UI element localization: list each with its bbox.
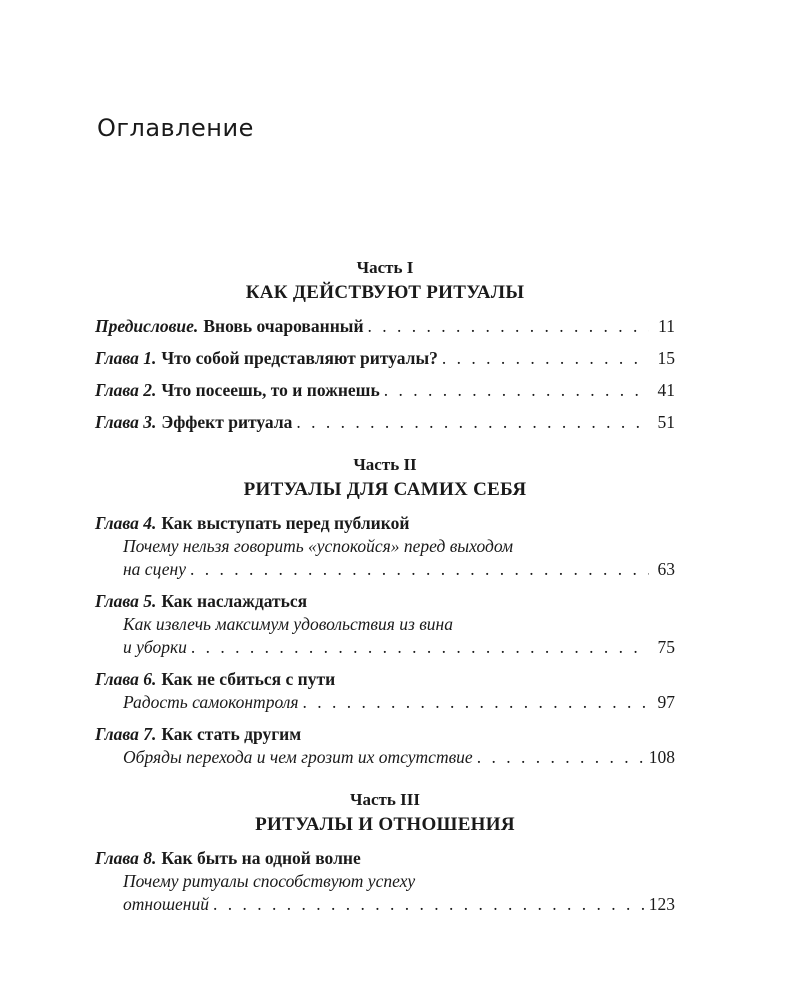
page-number: 15 [657,348,675,368]
page-number: 11 [658,316,675,336]
toc-entry-chapter-5[interactable] [95,590,675,659]
page-number: 41 [657,380,675,400]
entry-subtitle: Радость самоконтроля [123,692,299,712]
part-2-heading [95,453,675,503]
leader-dots [190,558,649,581]
leader-dots [477,746,645,769]
page-number: 123 [648,894,675,914]
entry-title: Как быть на одной волне [161,848,361,868]
toc-entry-chapter-8[interactable] [95,847,675,916]
leader-dots [442,347,649,370]
part-number: Часть I [356,258,414,277]
part-title: РИТУАЛЫ И ОТНОШЕНИЯ [255,814,515,835]
entry-label: Глава 4. [95,513,157,533]
page-number: 75 [657,637,675,657]
entry-label: Глава 7. [95,724,157,744]
entry-title: Что посеешь, то и пожнешь [161,380,380,400]
part-number: Часть III [350,790,420,809]
toc-entry-chapter-6[interactable] [95,668,675,714]
part-title: РИТУАЛЫ ДЛЯ САМИХ СЕБЯ [243,479,527,500]
entry-title: Эффект ритуала [161,412,293,432]
toc-entry-chapter-7[interactable] [95,723,675,769]
page-number: 97 [657,692,675,712]
entry-label: Глава 5. [95,591,157,611]
entry-subtitle: Как извлечь максимум удовольствия из вина [123,614,453,634]
leader-dots [213,893,645,916]
entry-title: Как не сбиться с пути [161,669,336,689]
leader-dots [191,636,649,659]
entry-subtitle-continued: отношений [123,894,209,914]
entry-label: Глава 6. [95,669,157,689]
leader-dots [296,411,649,434]
entry-subtitle-continued: на сцену [123,559,186,579]
entry-subtitle: Почему ритуалы способствуют успеху [123,871,416,891]
page-number: 63 [657,559,675,579]
entry-subtitle: Почему нельзя говорить «успокойся» перед выходом [123,536,514,556]
page-title: Оглавление [97,114,254,142]
toc-entry-preface[interactable] [95,315,675,338]
toc-entry-chapter-4[interactable] [95,512,675,581]
table-of-contents [95,256,675,916]
toc-entry-chapter-3[interactable] [95,411,675,434]
page-number: 108 [648,747,675,767]
part-1-heading [95,256,675,306]
leader-dots [368,315,649,338]
toc-entry-chapter-1[interactable] [95,347,675,370]
entry-label: Глава 2. [95,380,157,400]
entry-title: Что собой представляют ритуалы? [161,348,438,368]
entry-title: Как наслаждаться [161,591,308,611]
part-3-heading [95,788,675,838]
entry-title: Вновь очарованный [203,316,364,336]
entry-title: Как стать другим [161,724,302,744]
page-number: 51 [657,412,675,432]
entry-subtitle: Обряды перехода и чем грозит их отсутствие [123,747,473,767]
entry-label: Глава 1. [95,348,157,368]
entry-label: Глава 8. [95,848,157,868]
entry-label: Предисловие. [95,316,199,336]
part-title: КАК ДЕЙСТВУЮТ РИТУАЛЫ [245,282,525,303]
entry-subtitle-continued: и уборки [123,637,187,657]
toc-entry-chapter-2[interactable] [95,379,675,402]
part-number: Часть II [353,455,417,474]
entry-title: Как выступать перед публикой [161,513,410,533]
entry-label: Глава 3. [95,412,157,432]
leader-dots [303,691,649,714]
leader-dots [384,379,649,402]
